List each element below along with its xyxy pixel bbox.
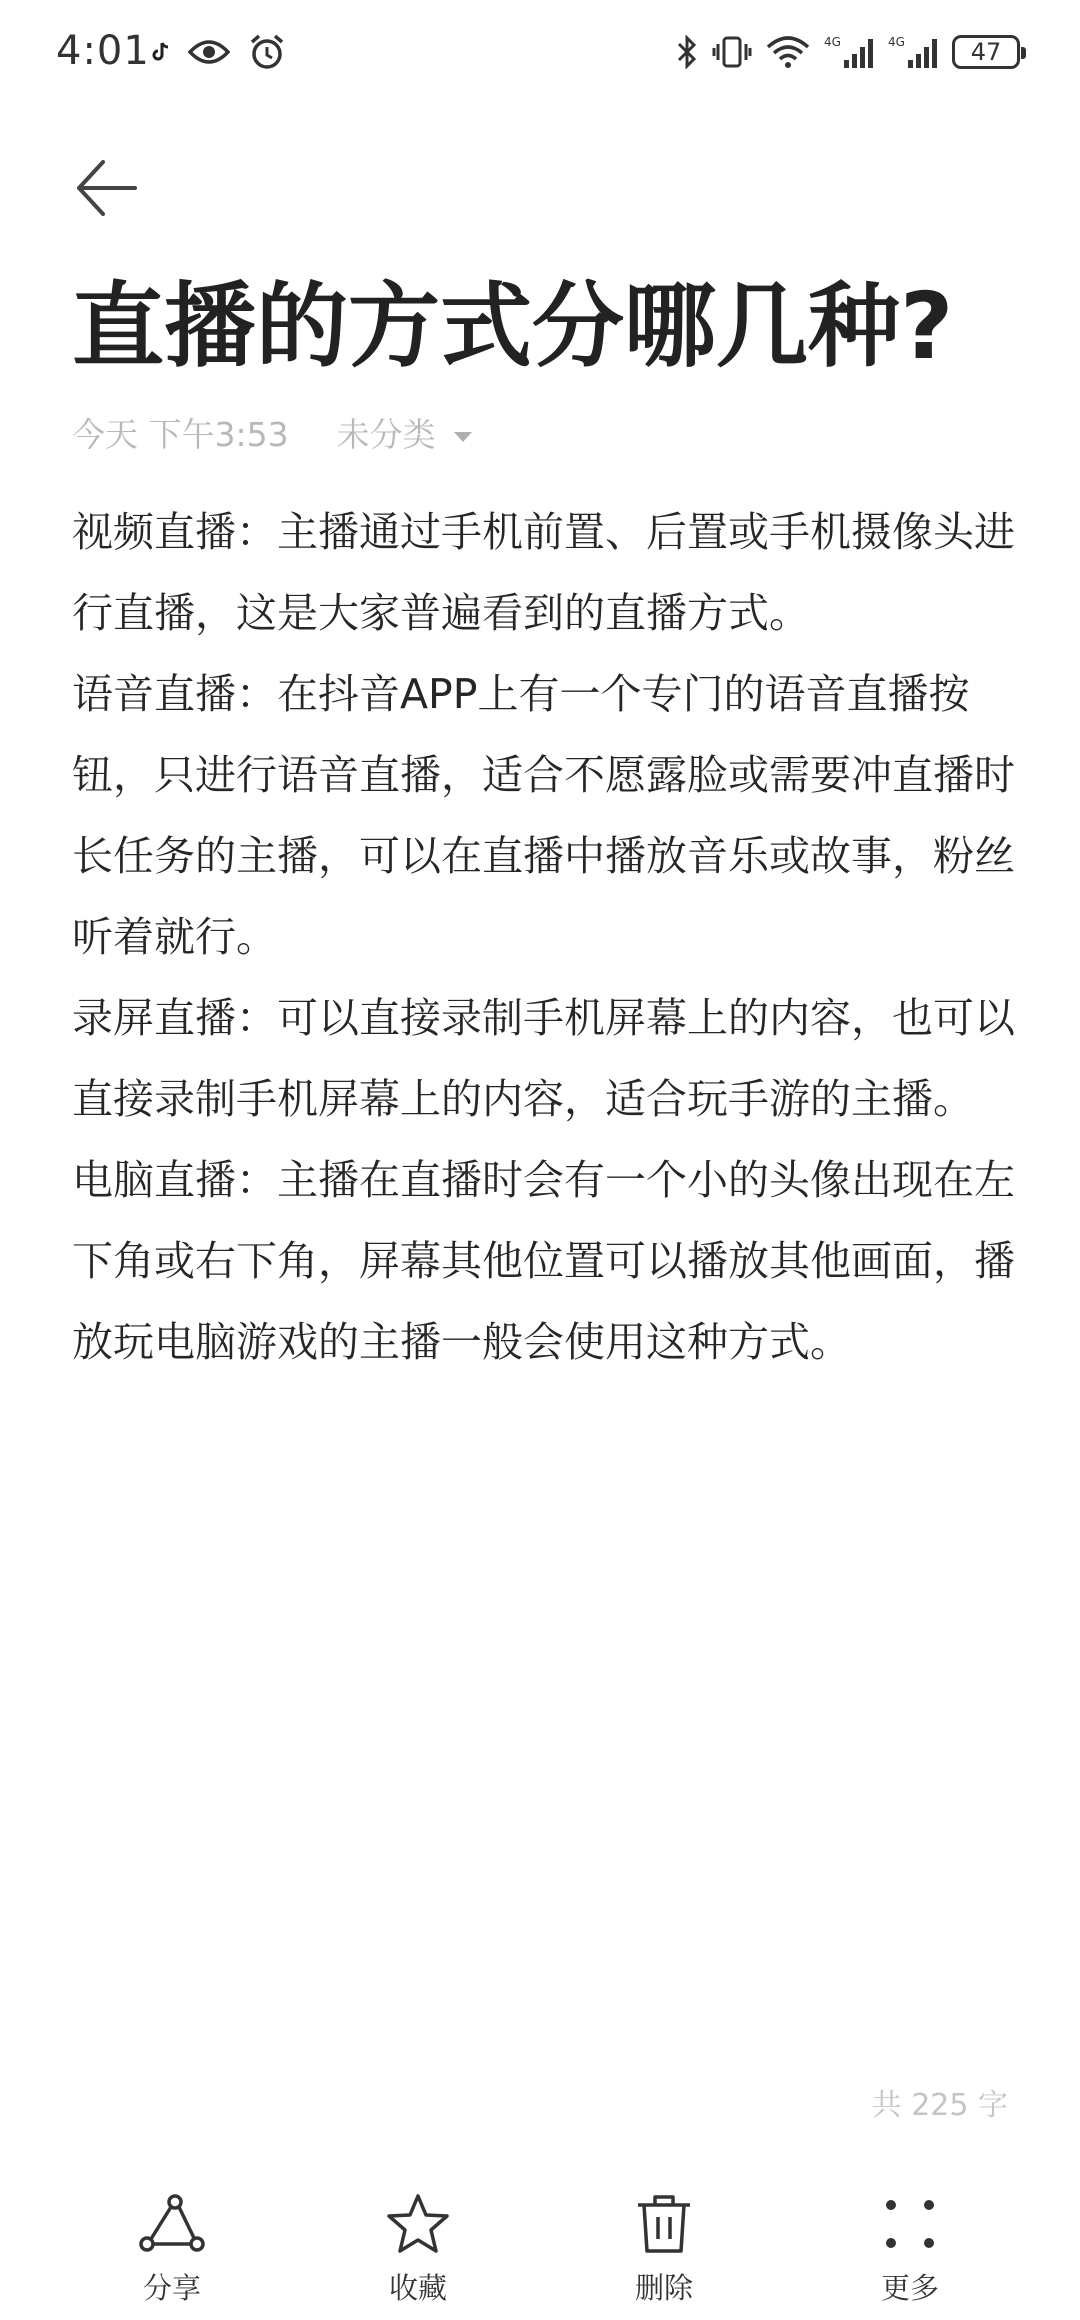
- status-bar: [0, 0, 1080, 110]
- back-button[interactable]: [66, 150, 146, 230]
- note-body[interactable]: [72, 492, 1022, 1383]
- category-selector[interactable]: [337, 409, 474, 456]
- network-label-2: 4G: [888, 35, 905, 49]
- favorite-label: 收藏: [388, 2271, 447, 2305]
- wifi-icon: [766, 35, 810, 69]
- status-time: 4:01: [56, 28, 150, 74]
- note-paragraph: 录屏直播：可以直接录制手机屏幕上的内容，也可以直接录制手机屏幕上的内容，适合玩手游的主播。: [72, 994, 1015, 1123]
- signal-icon-2: [888, 34, 938, 70]
- note-title[interactable]: 直播的方式分哪几种?: [72, 273, 954, 380]
- status-right-icons: [676, 30, 1020, 74]
- status-left-icons: [152, 30, 286, 74]
- note-paragraph: 语音直播：在抖音APP上有一个专门的语音直播按钮，只进行语音直播，适合不愿露脸或需要冲直播时长任务的主播，可以在直播中播放音乐或故事，粉丝听着就行。: [72, 670, 1015, 961]
- eye-icon: [188, 38, 230, 66]
- network-label-1: 4G: [824, 35, 841, 49]
- note-paragraph: 电脑直播：主播在直播时会有一个小的头像出现在左下角或右下角，屏幕其他位置可以播放其他画面，播放玩电脑游戏的主播一般会使用这种方式。: [72, 1156, 1015, 1366]
- star-icon: [386, 2193, 450, 2259]
- signal-icon-1: [824, 34, 874, 70]
- category-label: 未分类: [336, 414, 436, 454]
- bluetooth-icon: [676, 35, 698, 69]
- share-button[interactable]: [92, 2190, 252, 2310]
- more-dots-icon: [883, 2197, 937, 2255]
- delete-label: 删除: [634, 2271, 693, 2305]
- vibrate-icon: [712, 35, 752, 69]
- note-paragraph: 视频直播：主播通过手机前置、后置或手机摄像头进行直播，这是大家普遍看到的直播方式。: [72, 508, 1015, 637]
- trash-icon: [635, 2193, 693, 2259]
- dropdown-triangle-icon: [452, 413, 474, 452]
- tiktok-icon: [152, 42, 170, 62]
- more-button[interactable]: [830, 2190, 990, 2310]
- share-label: 分享: [142, 2271, 201, 2305]
- favorite-button[interactable]: [338, 2190, 498, 2310]
- word-count: 共 225 字: [871, 2088, 1008, 2123]
- note-date: 今天 下午3:53: [72, 414, 289, 454]
- battery-indicator: 47: [952, 35, 1020, 69]
- note-meta: [72, 404, 474, 460]
- more-label: 更多: [880, 2271, 939, 2305]
- alarm-icon: [248, 33, 286, 71]
- back-arrow-icon: [75, 159, 137, 221]
- bottom-toolbar: [0, 2190, 1080, 2320]
- delete-button[interactable]: [584, 2190, 744, 2310]
- share-icon: [139, 2194, 205, 2258]
